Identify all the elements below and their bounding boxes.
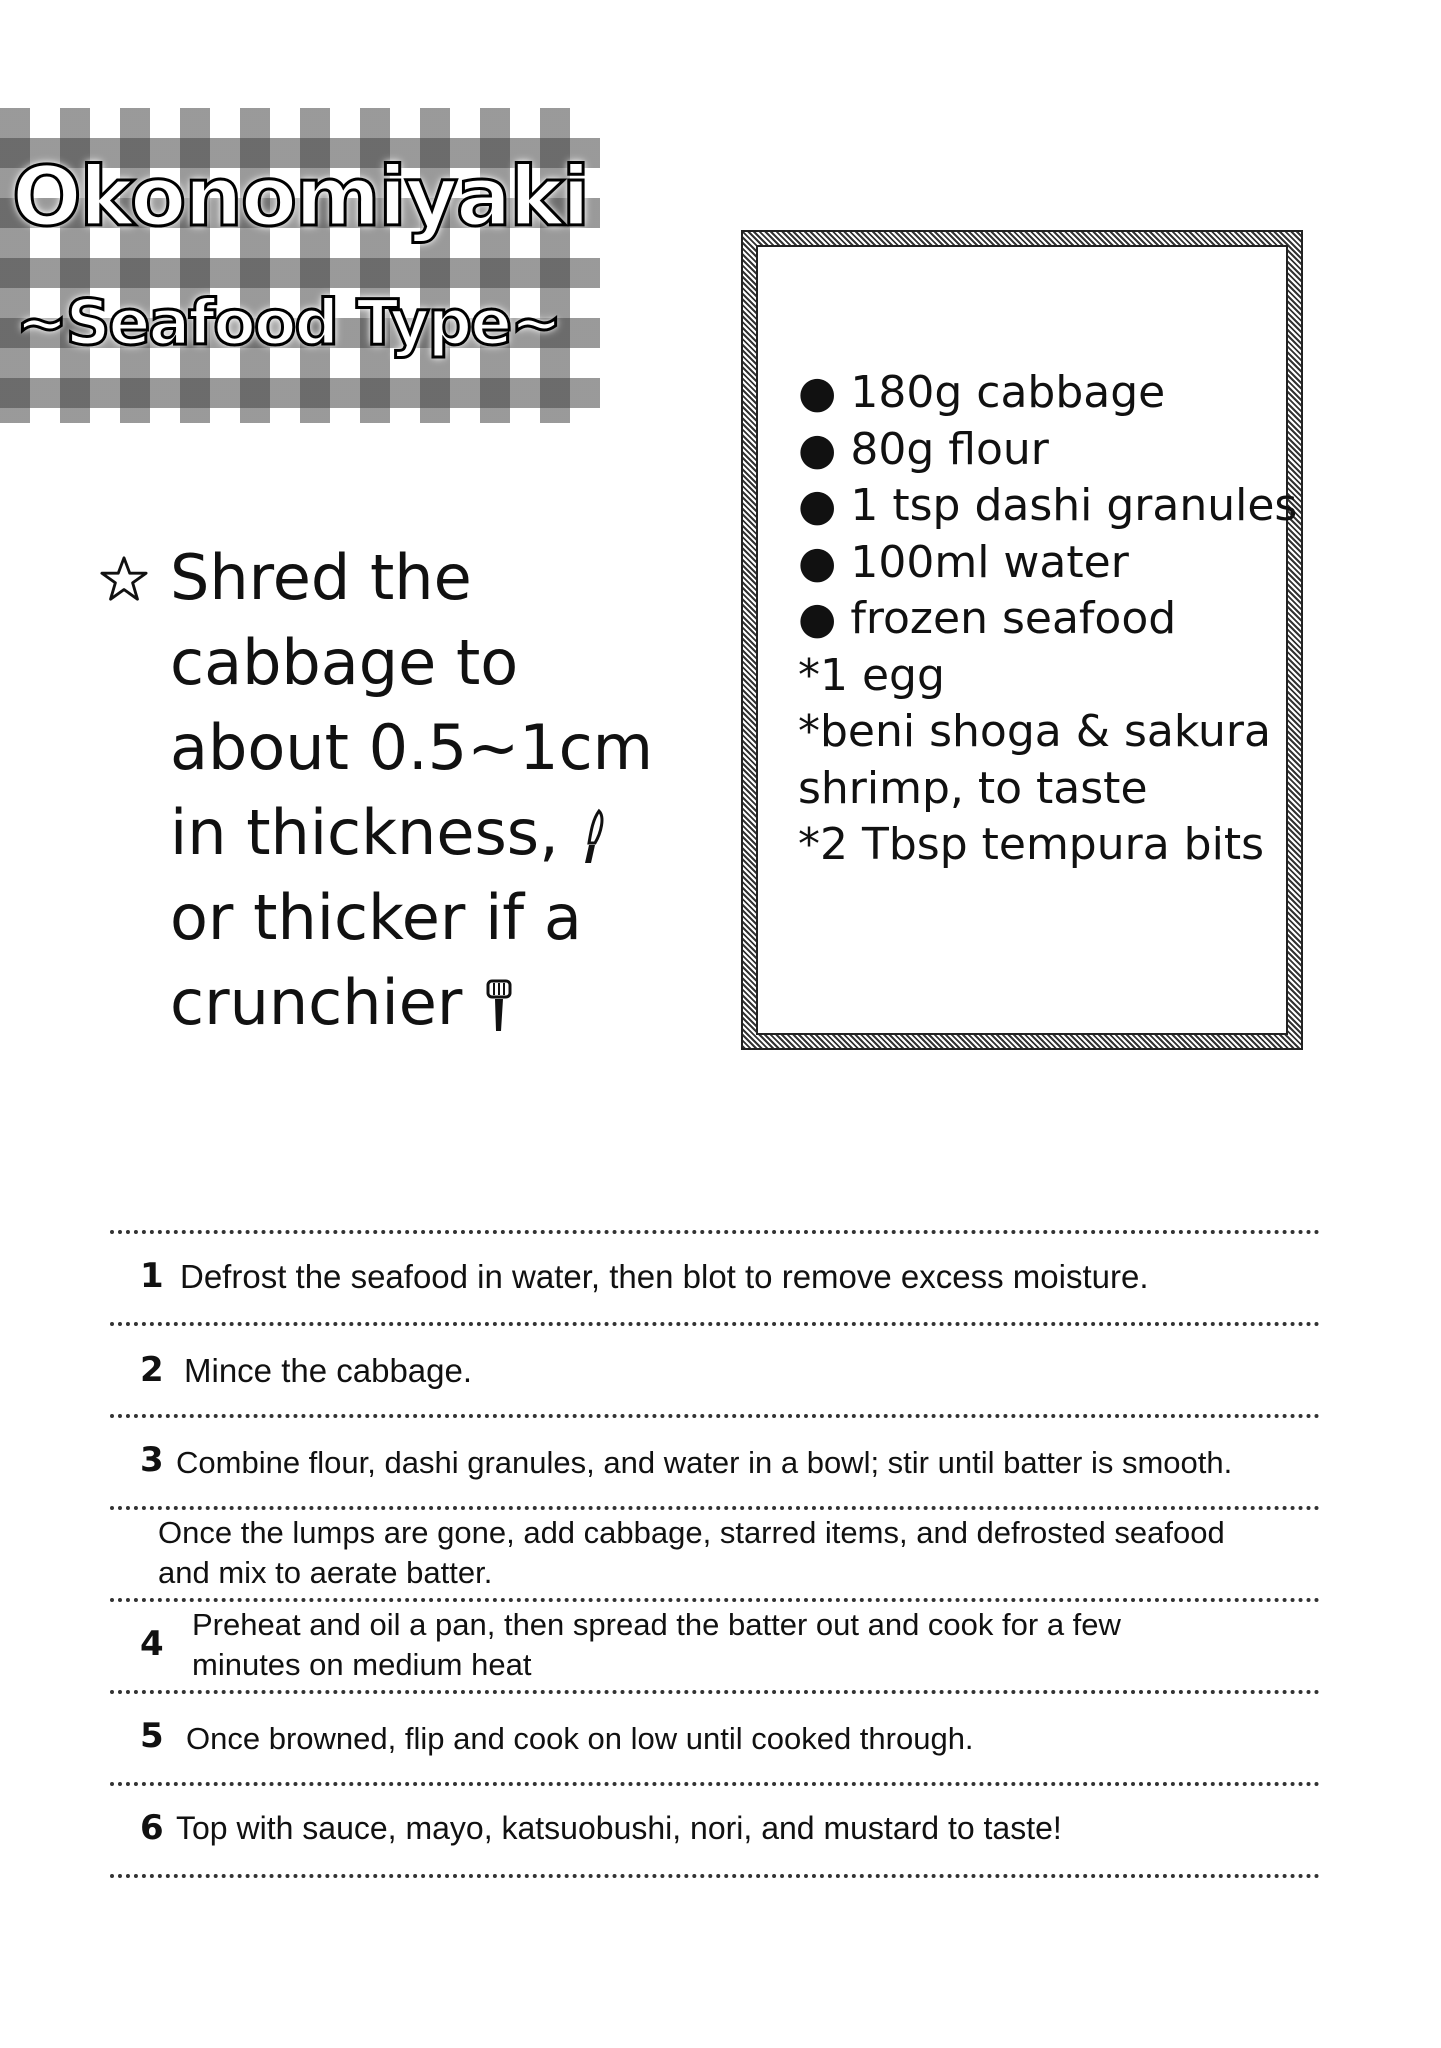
title-banner — [0, 108, 600, 423]
ingredient-item: ● 180g cabbage — [798, 367, 1166, 418]
ingredient-item: shrimp, to taste — [798, 762, 1148, 814]
step-row-continued — [110, 1510, 1320, 1598]
whisk-icon — [482, 977, 518, 1037]
divider — [110, 1874, 1320, 1878]
tip-text — [170, 535, 730, 1045]
tip-line: about 0.5~1cm — [170, 711, 654, 784]
step-number: 3 — [140, 1440, 164, 1480]
steps-list — [110, 1230, 1320, 1878]
step-row — [110, 1418, 1320, 1506]
tip-line: in thickness, — [170, 796, 559, 869]
recipe-subtitle: ~Seafood Type~ — [15, 286, 561, 359]
ingredient-item: ● 100ml water — [798, 536, 1129, 588]
ingredient-item: *beni shoga & sakura — [798, 706, 1271, 757]
star-outline-icon — [100, 555, 148, 603]
tip-line-with-whisk — [170, 960, 730, 1045]
tip-line: Shred the — [170, 541, 472, 614]
ingredients-frame — [741, 230, 1303, 1050]
step-number: 4 — [140, 1624, 164, 1664]
step-row — [110, 1602, 1320, 1690]
ingredient-item: *2 Tbsp tempura bits — [798, 819, 1264, 870]
step-row — [110, 1786, 1320, 1874]
step-number: 6 — [140, 1808, 164, 1848]
step-text: minutes on medium heat — [192, 1647, 532, 1682]
step-number: 2 — [140, 1350, 164, 1390]
ingredient-item: ● 80g flour — [798, 423, 1049, 475]
ingredient-item: ● 1 tsp dashi granules — [798, 480, 1298, 531]
step-text: Once the lumps are gone, add cabbage, starred items, and defrosted seafood — [158, 1515, 1225, 1550]
tip-line: cabbage to — [170, 626, 519, 699]
step-text: Combine flour, dashi granules, and water in a bowl; stir until batter is smooth. — [176, 1445, 1233, 1480]
step-number: 1 — [140, 1256, 164, 1296]
recipe-title: Okonomiyaki — [11, 150, 589, 245]
step-text: Preheat and oil a pan, then spread the batter out and cook for a few — [192, 1607, 1121, 1642]
knife-icon — [579, 807, 609, 867]
tip-line-with-knife — [170, 790, 730, 875]
step-row — [110, 1326, 1320, 1414]
tip-line: crunchier — [170, 966, 463, 1039]
step-row — [110, 1234, 1320, 1322]
step-row — [110, 1694, 1320, 1782]
step-text: Once browned, flip and cook on low until cooked through. — [186, 1721, 974, 1756]
step-text: and mix to aerate batter. — [158, 1555, 493, 1590]
step-text: Mince the cabbage. — [184, 1352, 473, 1389]
step-text: Defrost the seafood in water, then blot to remove excess moisture. — [180, 1258, 1149, 1295]
ingredient-item: ● frozen seafood — [798, 593, 1177, 644]
ingredients-list — [756, 245, 1298, 1035]
step-text: Top with sauce, mayo, katsuobushi, nori, and mustard to taste! — [176, 1810, 1062, 1846]
ingredient-item: *1 egg — [798, 649, 945, 701]
step-number: 5 — [140, 1716, 164, 1756]
tip-line: or thicker if a — [170, 881, 582, 954]
